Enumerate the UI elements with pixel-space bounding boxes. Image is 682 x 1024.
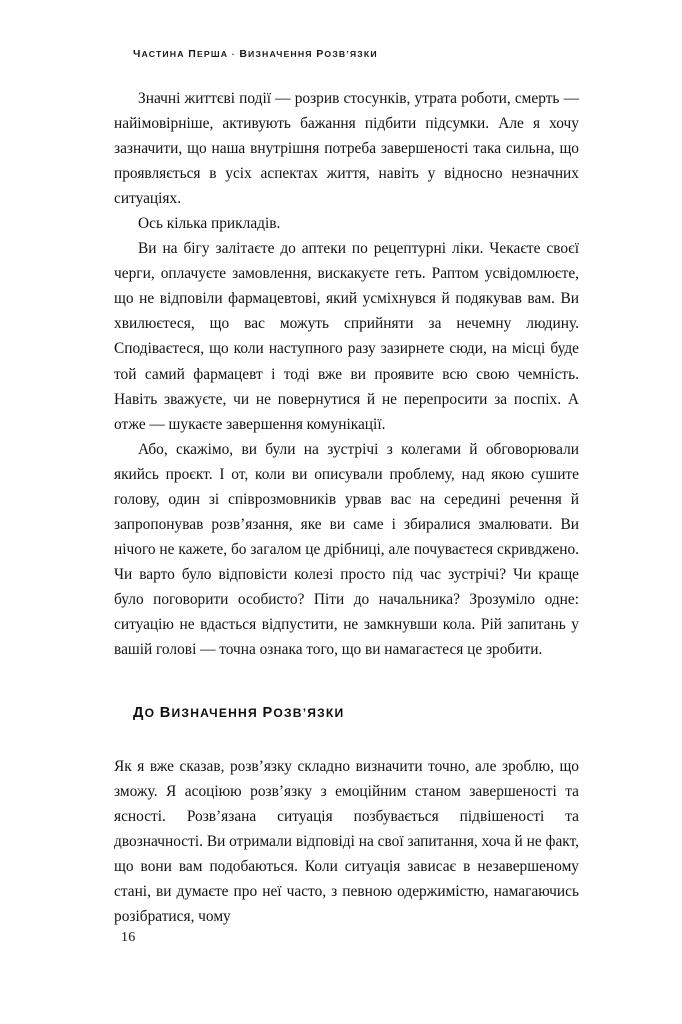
running-header-cap-2: П bbox=[188, 48, 197, 60]
section-heading-text-3: ОЗВ’ЯЗКИ bbox=[273, 706, 345, 721]
running-header-cap-4: Р bbox=[316, 48, 325, 60]
text-column bbox=[114, 86, 579, 929]
section-heading-cap-1: Д bbox=[133, 705, 145, 722]
section-heading-cap-3: Р bbox=[262, 705, 274, 722]
running-header-text-4: ОЗВ’ЯЗКИ bbox=[324, 49, 378, 59]
running-header-text-2: ЕРША bbox=[196, 49, 229, 59]
body-paragraph: Ви на бігу залітаєте до аптеки по рецептурні ліки. Чекаєте своєї черги, оплачуєте замовлення, вискакуєте геть. Раптом усвідомлюєте, що не відповіли фармацевтові, який усміхнувся й подякував вам. Ви хвилюєтеся, що вас можуть сприйняти за нечемну людину. Сподіваєтеся, що коли наступного разу зазирнете сюди, на місці буде той самий фармацевт і тоді вже ви проявите всю свою чемність. Навіть зважуєте, чи не повернутися й не перепросити за поспіх. А отже — шукаєте завершення комунікації. bbox=[114, 240, 579, 433]
page-number: 16 bbox=[121, 930, 136, 945]
running-header bbox=[133, 48, 378, 60]
running-header-cap-3: В bbox=[239, 48, 249, 60]
running-header-text-3: ИЗНАЧЕННЯ bbox=[248, 49, 313, 59]
section-heading-text-1: О bbox=[144, 706, 156, 721]
section-heading-text-2: ИЗНАЧЕННЯ bbox=[171, 706, 258, 721]
running-header-separator: · bbox=[228, 49, 240, 59]
running-header-text-1: АСТИНА bbox=[141, 49, 185, 59]
body-paragraph: Значні життєві події — розрив стосунків, утрата роботи, смерть — найімовірніше, активують бажання підбити підсумки. Але я хочу зазначити, що наша внутрішня потреба завершеності така сильна, що проявляється в усіх аспектах життя, навіть у відносно незначних ситуаціях. bbox=[114, 90, 579, 208]
section-heading bbox=[114, 703, 579, 723]
section-heading-cap-2: В bbox=[159, 705, 172, 722]
running-header-cap-1: Ч bbox=[133, 48, 142, 60]
heading-bottom-spacer bbox=[114, 723, 579, 754]
body-paragraph: Або, скажімо, ви були на зустрічі з колегами й обговорювали якийсь проєкт. І от, коли ви описували проблему, над якою сушите голову, один зі співрозмовників урвав вас на середині речення й запропонував розв’язання, яке ви саме і збиралися змалювати. Ви нічого не кажете, бо загалом це дрібниці, але почуваєтеся скривджено. Чи варто було відповісти колезі просто під час зустрічі? Чи краще було поговорити особисто? Піти до начальника? Зрозуміло одне: ситуацію не вдасться відпустити, не замкнувши кола. Рій запитань у вашій голові — точна ознака того, що ви намагаєтеся це зробити. bbox=[114, 440, 579, 659]
heading-top-spacer bbox=[114, 662, 579, 703]
body-paragraph: Як я вже сказав, розв’язку складно визначити точно, але зроблю, що зможу. Я асоціюю розв’язку з емоційним станом завершеності та ясності. Розв’язана ситуація позбувається підвішеності та двозначності. Ви отримали відповіді на свої запитання, хоча й не факт, що вони вам подобаються. Коли ситуація зависає в незавершеному стані, ви думаєте про неї часто, з певною одержимістю, намагаючись розібратися, чому bbox=[114, 758, 579, 926]
body-paragraph: Ось кілька прикладів. bbox=[138, 215, 281, 233]
